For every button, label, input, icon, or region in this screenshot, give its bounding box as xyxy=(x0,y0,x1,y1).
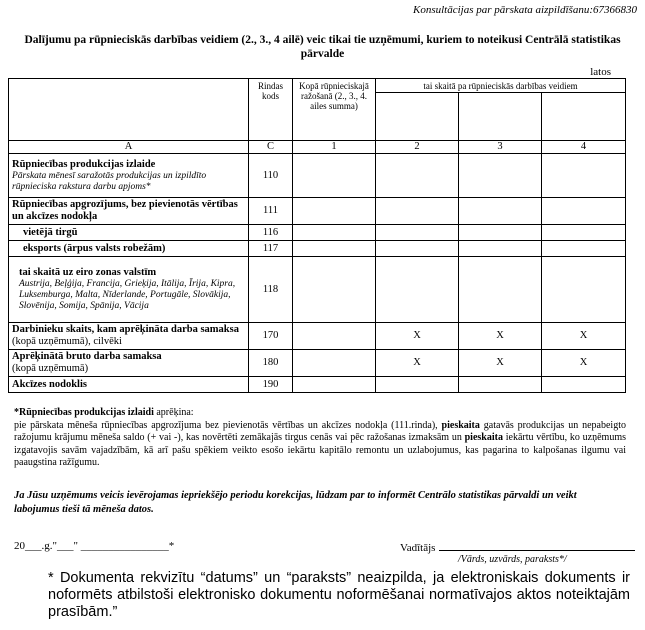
header-col-2 xyxy=(376,93,459,141)
header-col-4 xyxy=(542,93,626,141)
signature-line[interactable] xyxy=(439,540,635,551)
value-cell: X xyxy=(376,350,459,377)
row-label: vietējā tirgū xyxy=(9,225,249,241)
note-text: pie pārskata mēneša rūpniecības apgrozījuma bez pievienotās vērtības un akcīzes nodokļa (111.rinda), xyxy=(14,419,442,431)
note-keyword: pieskaita xyxy=(441,419,480,431)
col-letter: 4 xyxy=(542,141,626,154)
row-code: 180 xyxy=(249,350,293,377)
value-cell[interactable] xyxy=(293,154,376,198)
header-code: Rindas kods xyxy=(249,79,293,141)
table-row xyxy=(9,350,626,377)
row-title: Darbinieku skaits, kam aprēķināta darba samaksa xyxy=(12,324,239,335)
table-row xyxy=(9,154,626,198)
value-cell[interactable] xyxy=(376,154,459,198)
row-title: Rūpniecības produkcijas izlaide xyxy=(12,158,156,170)
value-cell: X xyxy=(459,323,542,350)
row-label xyxy=(9,323,249,350)
value-cell[interactable] xyxy=(459,257,542,323)
row-code: 110 xyxy=(249,154,293,198)
value-cell[interactable] xyxy=(293,257,376,323)
row-title: tai skaitā uz eiro zonas valstīm xyxy=(19,267,157,278)
col-letter: A xyxy=(9,141,249,154)
calculation-note xyxy=(14,407,626,470)
table-row xyxy=(9,323,626,350)
value-cell: X xyxy=(542,350,626,377)
value-cell[interactable] xyxy=(293,350,376,377)
row-code: 111 xyxy=(249,198,293,225)
note-text: iekārtu vērtību, ko uzņēmums izgatavojis savām vajadzībām, kā arī pašu spēkiem veikto esošo iekārtu kapitālo remontu un uzlabojumus, kas pagarina to kalpošanas ilgumu vai paaugstina ražīgumu. xyxy=(14,432,626,468)
row-label: eksports (ārpus valsts robežām) xyxy=(9,241,249,257)
footnote: * Dokumenta rekvizītu “datums” un “paraksts” neaizpilda, ja elektroniskais dokuments ir noformēts atbilstoši elektronisko dokumentu noformēšanai normatīvajos aktos noteiktajām prasībām.” xyxy=(48,570,630,620)
row-title: Aprēķinātā bruto darba samaksa xyxy=(12,351,162,362)
row-tail: (kopā uzņēmumā), cilvēki xyxy=(12,336,122,347)
row-label xyxy=(9,154,249,198)
note-keyword: pieskaita xyxy=(464,432,503,443)
page-title: Dalījumu pa rūpnieciskās darbības veidiem (2., 3., 4 ailē) veic tikai tie uzņēmumi, kuriem to noteikusi Centrālā statistikas pārvalde xyxy=(24,34,621,60)
header-label-cell xyxy=(9,79,249,141)
table-row xyxy=(9,257,626,323)
value-cell[interactable] xyxy=(459,241,542,257)
note-lead-tail: aprēķina: xyxy=(153,407,194,418)
value-cell[interactable] xyxy=(459,154,542,198)
row-tail: (kopā uzņēmumā) xyxy=(12,363,89,374)
value-cell: X xyxy=(542,323,626,350)
row-label: Rūpniecības apgrozījums, bez pievienotās vērtības un akcīzes nodokļa xyxy=(9,198,249,225)
value-cell[interactable] xyxy=(376,377,459,393)
value-cell[interactable] xyxy=(459,225,542,241)
row-code: 118 xyxy=(249,257,293,323)
signature-caption: /Vārds, uzvārds, paraksts*/ xyxy=(458,554,567,565)
col-letter: C xyxy=(249,141,293,154)
statistics-table xyxy=(8,78,626,393)
table-row xyxy=(9,198,626,225)
value-cell[interactable] xyxy=(376,198,459,225)
value-cell[interactable] xyxy=(293,241,376,257)
value-cell: X xyxy=(376,323,459,350)
value-cell[interactable] xyxy=(376,241,459,257)
row-code: 170 xyxy=(249,323,293,350)
value-cell[interactable] xyxy=(459,198,542,225)
table-row xyxy=(9,225,626,241)
value-cell[interactable] xyxy=(293,323,376,350)
header-group: tai skaitā pa rūpnieciskās darbības veidiem xyxy=(376,79,626,93)
value-cell[interactable] xyxy=(376,257,459,323)
value-cell[interactable] xyxy=(376,225,459,241)
row-label xyxy=(9,257,249,323)
column-letter-row xyxy=(9,141,626,154)
value-cell[interactable] xyxy=(542,257,626,323)
value-cell[interactable] xyxy=(542,154,626,198)
correction-warning: Ja Jūsu uzņēmums veicis ievērojamas iepriekšējo periodu korekcijas, lūdzam par to informēt Centrālo statistikas pārvaldi un veikt labojumus tieši tā mēneša datos. xyxy=(14,490,577,515)
table-row xyxy=(9,241,626,257)
header-total: Kopā rūpnieciskajā ražošanā (2., 3., 4. ailes summa) xyxy=(293,79,376,141)
row-code: 117 xyxy=(249,241,293,257)
value-cell[interactable] xyxy=(542,225,626,241)
row-subtitle: Austrija, Beļģija, Francija, Grieķija, Itālija, Īrija, Kipra, Luksemburga, Malta, Nīderlande, Portugāle, Slovākija, Slovēnija, Somija, Spānija, Vācija xyxy=(19,279,236,311)
value-cell[interactable] xyxy=(542,198,626,225)
col-letter: 2 xyxy=(376,141,459,154)
consultation-phone: Konsultācijas par pārskata aizpildīšanu:67366830 xyxy=(413,4,637,16)
row-label xyxy=(9,350,249,377)
value-cell[interactable] xyxy=(542,377,626,393)
currency-unit: latos xyxy=(590,66,611,78)
row-code: 116 xyxy=(249,225,293,241)
manager-label: Vadītājs xyxy=(400,542,436,554)
note-text: gatavās produkcijas un nepabeigto ražojumu krājumu mēneša saldo (+ vai -), kas novērtēti zemākajās tirgus cenās vai pēc ražošanas izmaksām un xyxy=(14,419,626,443)
row-code: 190 xyxy=(249,377,293,393)
note-lead: *Rūpniecības produkcijas izlaidi xyxy=(14,407,154,418)
value-cell[interactable] xyxy=(293,225,376,241)
value-cell: X xyxy=(459,350,542,377)
manager-signature[interactable] xyxy=(400,540,635,554)
date-line[interactable]: 20___.g."___" ________________* xyxy=(14,540,175,552)
col-letter: 1 xyxy=(293,141,376,154)
row-subtitle: Pārskata mēnesī saražotās produkcijas un izpildīto rūpnieciska rakstura darbu apjoms* xyxy=(12,170,207,192)
value-cell[interactable] xyxy=(293,377,376,393)
value-cell[interactable] xyxy=(293,198,376,225)
row-label: Akcīzes nodoklis xyxy=(9,377,249,393)
col-letter: 3 xyxy=(459,141,542,154)
table-row xyxy=(9,377,626,393)
header-col-3 xyxy=(459,93,542,141)
value-cell[interactable] xyxy=(459,377,542,393)
value-cell[interactable] xyxy=(542,241,626,257)
